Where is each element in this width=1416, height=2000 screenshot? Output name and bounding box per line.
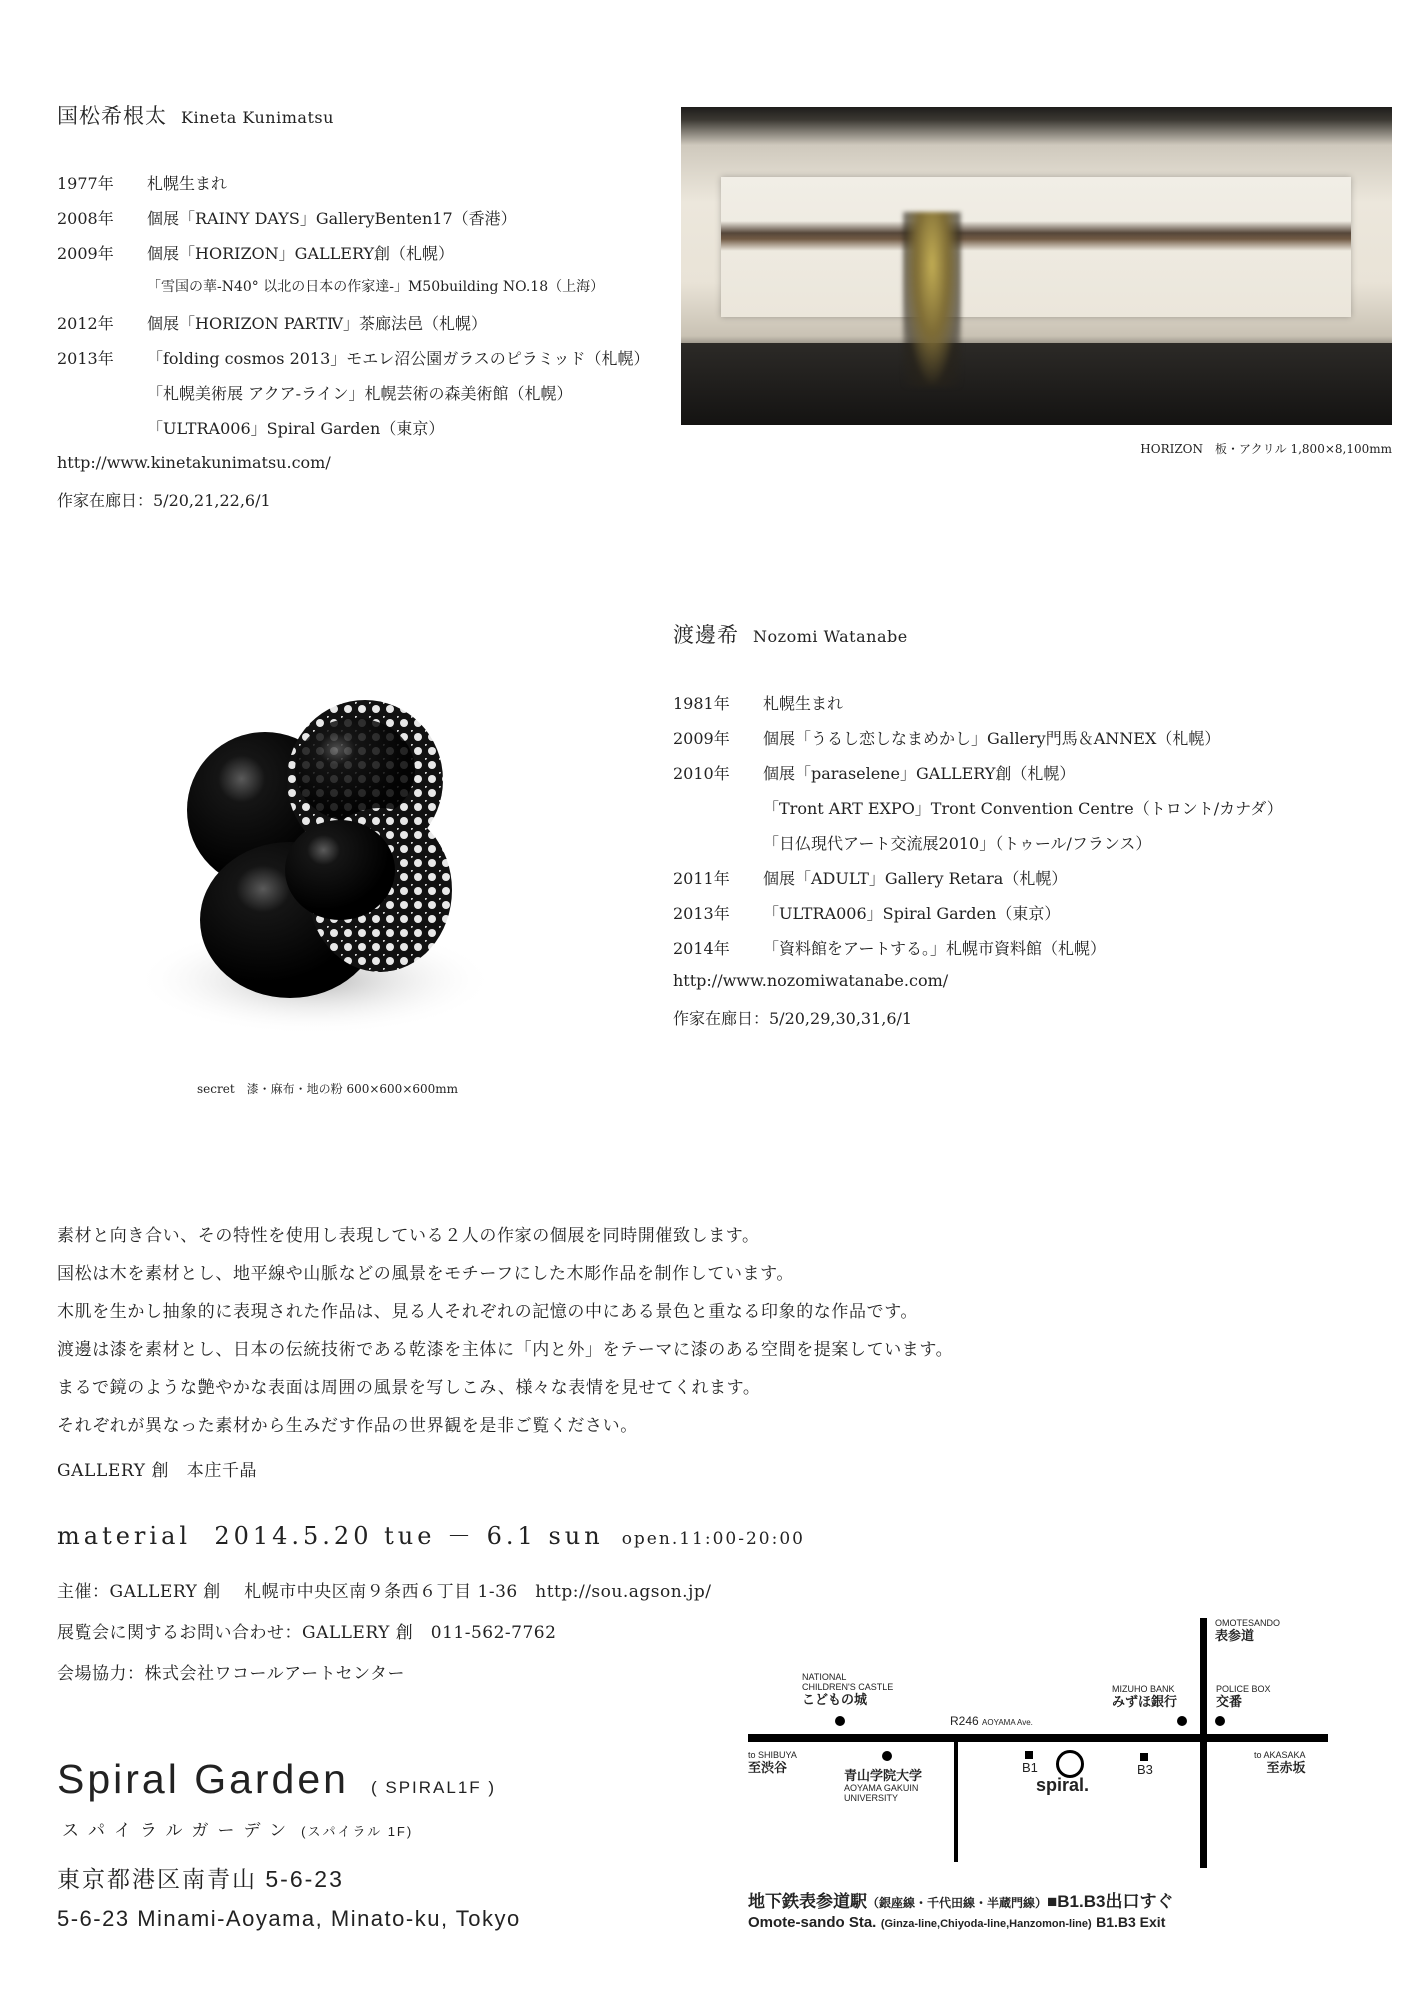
statement-line: 素材と向き合い、その特性を使用し表現している２人の作家の個展を同時開催致します。	[57, 1226, 760, 1246]
bio-row	[57, 416, 444, 439]
station-en: Omote-sando Sta.	[748, 1914, 877, 1931]
cooperation-line: 会場協力：株式会社ワコールアートセンター	[57, 1664, 405, 1684]
university-marker-icon	[882, 1751, 892, 1761]
artist1-presence	[57, 488, 271, 511]
artist1-name-jp: 国松希根太	[57, 104, 167, 128]
akasaka-jp: 至赤坂	[1266, 1760, 1306, 1775]
police-box-marker-icon	[1215, 1716, 1225, 1726]
akasaka-label	[1254, 1750, 1306, 1775]
r246-text	[950, 1714, 1033, 1730]
spiral-location-icon	[1056, 1750, 1084, 1778]
secret-artwork-photo	[145, 660, 505, 1070]
univ-jp: 青山学院大学	[844, 1768, 923, 1783]
bio-row	[57, 171, 227, 194]
bio-year: 2009年	[57, 244, 114, 263]
shibuya-jp: 至渋谷	[748, 1760, 788, 1775]
artist1-url[interactable]	[57, 453, 331, 472]
castle-en-2: CHILDREN'S CASTLE	[802, 1682, 894, 1692]
bio-text: 個展「HORIZON」GALLERY創（札幌）	[147, 244, 455, 263]
bio-year: 2012年	[57, 314, 114, 333]
statement-line: それぞれが異なった素材から生みだす作品の世界観を是非ご覧ください。	[57, 1416, 638, 1436]
bio-text: 「folding cosmos 2013」モエレ沼公園ガラスのピラミッド（札幌）	[147, 349, 650, 368]
bio-row	[673, 866, 1067, 889]
venue-kana-text: スパイラルガーデン	[62, 1821, 296, 1840]
exit-b3-icon	[1140, 1753, 1148, 1761]
secret-caption: secret 漆・麻布・地の粉 600×600×600mm	[197, 1082, 459, 1096]
bio-text: 「ULTRA006」Spiral Garden（東京）	[147, 419, 445, 438]
exit-b1-icon	[1025, 1751, 1033, 1759]
bio-row	[673, 901, 1060, 924]
omotesando-road-line	[1200, 1618, 1207, 1868]
venue-kana	[62, 1816, 413, 1841]
bio-row	[673, 796, 1283, 819]
omotesando-label	[1215, 1618, 1280, 1643]
station-jp-exit: ■B1.B3出口すぐ	[1047, 1892, 1174, 1911]
bio-text: 「Tront ART EXPO」Tront Convention Centre（トロント/カナダ）	[763, 799, 1283, 818]
univ-en-1: AOYAMA GAKUIN	[844, 1783, 919, 1793]
mizuho-bank-label	[1112, 1684, 1177, 1709]
bio-text: 「ULTRA006」Spiral Garden（東京）	[763, 904, 1061, 923]
bio-text: 「札幌美術展 アクア-ライン」札幌芸術の森美術館（札幌）	[147, 384, 573, 403]
police-en: POLICE BOX	[1216, 1684, 1271, 1694]
bio-text: 個展「paraselene」GALLERY創（札幌）	[763, 764, 1076, 783]
r246-label	[950, 1714, 1033, 1730]
station-jp-line	[748, 1887, 1173, 1912]
artist2-url-link[interactable]: http://www.nozomiwatanabe.com/	[673, 971, 949, 990]
bio-year: 1977年	[57, 174, 114, 193]
bio-text: 札幌生まれ	[763, 694, 844, 713]
horizon-band	[721, 221, 1351, 251]
bio-year: 2008年	[57, 209, 114, 228]
police-box-label	[1216, 1684, 1271, 1709]
r246-road-line	[748, 1734, 1328, 1742]
event-hours: open.11:00-20:00	[621, 1529, 805, 1549]
station-en-line	[748, 1914, 1165, 1932]
bio-year: 1981年	[673, 694, 730, 713]
childrens-castle-label	[802, 1672, 893, 1707]
bio-row	[57, 276, 604, 296]
bio-year: 2013年	[673, 904, 730, 923]
event-title-line	[57, 1516, 805, 1551]
bio-text: 「雪国の華-N40° 以北の日本の作家達-」M50building NO.18（上海）	[147, 279, 605, 295]
bio-text: 個展「うるし恋しなまめかし」Gallery門馬＆ANNEX（札幌）	[763, 729, 1221, 748]
mizuho-bank-marker-icon	[1177, 1716, 1187, 1726]
venue-address-jp: 東京都港区南青山 5-6-23	[57, 1866, 344, 1892]
side-street-line	[954, 1742, 958, 1862]
shibuya-en: to SHIBUYA	[748, 1750, 797, 1760]
university-label	[844, 1768, 922, 1803]
walking-figure	[903, 212, 961, 387]
police-jp: 交番	[1216, 1694, 1243, 1709]
horizon-artwork-photo	[681, 107, 1392, 425]
statement-signature: GALLERY 創 本庄千晶	[57, 1461, 258, 1481]
venue-floor: ( SPIRAL1F )	[370, 1778, 497, 1797]
gallery-floor	[681, 343, 1392, 425]
lacquer-sculpture-image	[145, 660, 505, 1070]
bio-row	[673, 761, 1075, 784]
station-jp: 地下鉄表参道駅	[748, 1892, 867, 1911]
akasaka-en: to AKASAKA	[1254, 1750, 1306, 1760]
omotesando-en: OMOTESANDO	[1215, 1618, 1281, 1628]
spiral-logo	[1036, 1775, 1090, 1795]
bio-year: 2010年	[673, 764, 730, 783]
event-dates: 2014.5.20 tue － 6.1 sun	[214, 1522, 604, 1550]
bio-row	[57, 206, 517, 229]
castle-jp: こどもの城	[802, 1692, 868, 1707]
contact-line: 展覧会に関するお問い合わせ：GALLERY 創 011-562-7762	[57, 1623, 557, 1643]
bio-text: 個展「HORIZON PARTⅣ」茶廊法邑（札幌）	[147, 314, 488, 333]
exit-b3-label	[1137, 1762, 1153, 1777]
artist2-url[interactable]	[673, 971, 948, 990]
bio-row	[673, 691, 843, 714]
road-sub: AOYAMA Ave.	[982, 1718, 1033, 1727]
childrens-castle-marker-icon	[835, 1716, 845, 1726]
bio-row	[57, 241, 454, 264]
bio-row	[673, 936, 1106, 959]
artist1-name-en: Kineta Kunimatsu	[181, 108, 334, 127]
bio-year: 2011年	[673, 869, 730, 888]
omotesando-jp: 表参道	[1215, 1628, 1255, 1643]
bio-text: 札幌生まれ	[147, 174, 228, 193]
bio-text: 「資料館をアートする。」札幌市資料館（札幌）	[763, 939, 1107, 958]
bio-year: 2014年	[673, 939, 730, 958]
exit-b1-label	[1022, 1760, 1038, 1775]
artist2-name-jp: 渡邊希	[673, 623, 739, 647]
bio-row	[57, 381, 573, 404]
artist2-name-en: Nozomi Watanabe	[753, 627, 908, 646]
venue-address-en: 5-6-23 Minami-Aoyama, Minato-ku, Tokyo	[57, 1906, 521, 1931]
spiral-logo-text: spiral.	[1036, 1775, 1090, 1795]
horizon-panel	[721, 177, 1351, 317]
station-jp-lines: （銀座線・千代田線・半蔵門線）	[867, 1896, 1048, 1910]
exit-b1-text: B1	[1022, 1760, 1038, 1775]
event-title: material	[57, 1522, 192, 1550]
artist2-presence-text: 作家在廊日：5/20,29,30,31,6/1	[673, 1009, 913, 1028]
castle-en-1: NATIONAL	[802, 1672, 847, 1682]
horizon-caption: HORIZON 板・アクリル 1,800×8,100mm	[1140, 442, 1392, 456]
artist1-url-link[interactable]: http://www.kinetakunimatsu.com/	[57, 453, 331, 472]
mizuho-jp: みずほ銀行	[1112, 1694, 1178, 1709]
access-map	[740, 1610, 1340, 1940]
venue-name	[57, 1756, 496, 1803]
bio-text: 「日仏現代アート交流展2010」（トゥール/フランス）	[763, 834, 1152, 853]
organizer-line: 主催：GALLERY 創 札幌市中央区南９条西６丁目 1-36 http://sou.agson.jp/	[57, 1582, 712, 1602]
bio-text: 個展「RAINY DAYS」GalleryBenten17（香港）	[147, 209, 517, 228]
bio-year: 2009年	[673, 729, 730, 748]
bio-row	[673, 831, 1151, 854]
statement-line: まるで鏡のような艶やかな表面は周囲の風景を写しこみ、様々な表情を見せてくれます。	[57, 1378, 761, 1398]
artist1-presence-text: 作家在廊日：5/20,21,22,6/1	[57, 491, 271, 510]
venue-kana-floor: (スパイラル 1F)	[301, 1824, 414, 1839]
station-en-lines: (Ginza-line,Chiyoda-line,Hanzomon-line)	[880, 1918, 1092, 1930]
artist1-name	[57, 100, 334, 130]
bio-row	[57, 311, 487, 334]
bio-year: 2013年	[57, 349, 114, 368]
bio-row	[673, 726, 1220, 749]
venue-name-text: Spiral Garden	[57, 1756, 349, 1802]
exit-b3-text: B3	[1137, 1762, 1153, 1777]
bio-text: 個展「ADULT」Gallery Retara（札幌）	[763, 869, 1068, 888]
station-en-exit: B1.B3 Exit	[1096, 1914, 1166, 1930]
artist2-presence	[673, 1006, 912, 1029]
statement-line: 渡邊は漆を素材とし、日本の伝統技術である乾漆を主体に「内と外」をテーマに漆のある空間を提案しています。	[57, 1340, 954, 1360]
bio-row	[57, 346, 650, 369]
road-name: R246	[950, 1714, 979, 1728]
univ-en-2: UNIVERSITY	[844, 1793, 899, 1803]
statement-line: 国松は木を素材とし、地平線や山脈などの風景をモチーフにした木彫作品を制作しています。	[57, 1264, 794, 1284]
artist2-name	[673, 619, 908, 649]
statement-line: 木肌を生かし抽象的に表現された作品は、見る人それぞれの記憶の中にある景色と重なる印象的な作品です。	[57, 1302, 919, 1322]
mizuho-en: MIZUHO BANK	[1112, 1684, 1175, 1694]
shibuya-label	[748, 1750, 797, 1775]
